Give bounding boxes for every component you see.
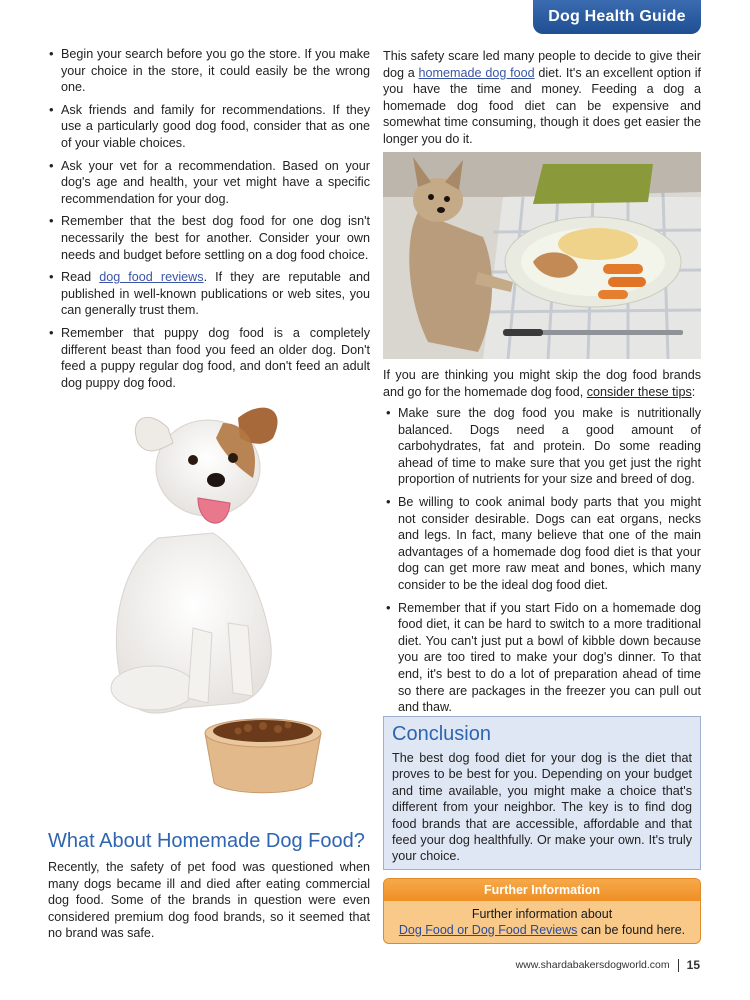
guide-title: Dog Health Guide <box>548 8 686 25</box>
list-item: • Remember that if you start Fido on a homemade dog food diet, it can be hard to switch to a more traditional diet. You can't just put a bowl of kibble down because you are too tired to make your dog's dinner. To that end, it's best to do a lot of preparation ahead of time so there are packages in the freezer you can pull out and thaw. <box>385 600 701 716</box>
chihuahua-image <box>383 152 701 359</box>
conclusion-body: The best dog food diet for your dog is the diet that proves to be best for you. Depending on your budget and time available, you might make a choice that's different from your neighbor. The key is to find dog food brands that are accessible, affordable and that feed your dog healthfully. Or make your own. It's truly your choice. <box>392 751 692 864</box>
tips-bullet-list <box>385 405 701 716</box>
list-item: • Remember that the best dog food for one dog isn't necessarily the best for another. Consider your own needs and budget before settling on a dog food choice. <box>48 213 370 263</box>
list-item: • Begin your search before you go the store. If you make your choice in the store, it could easily be the wrong one. <box>48 46 370 96</box>
list-item: • Be willing to cook animal body parts that you might not consider desirable. Dogs can eat organs, necks and legs. In fact, many believe that one of the main advantages of a homemade dog food diet is that your dog can get more raw meat and bones, which many consider to be the ideal dog food diet. <box>385 494 701 594</box>
list-item: • Remember that puppy dog food is a completely different beast than food you feed an older dog. Don't feed a puppy regular dog food, and don't feed an adult dog puppy dog food. <box>48 325 370 391</box>
left-bullet-list <box>48 46 370 391</box>
list-item: • Ask friends and family for recommendations. If they use a particularly good dog food, consider that as one of your viable choices. <box>48 102 370 152</box>
list-item: • Read dog food reviews. If they are reputable and published in well-known publications or web sites, you can generally trust them. <box>48 269 370 319</box>
consider-these-tips-link[interactable]: consider these tips <box>586 384 692 399</box>
further-info-title: Further Information <box>384 879 700 901</box>
homemade-intro-paragraph: This safety scare led many people to decide to give their dog a homemade dog food diet. It's an excellent option if you have the time and money. Feeding a dog a homemade dog food diet can be expensive and somewhat time consuming, though it does get easier the longer you do it. <box>383 49 702 146</box>
page-footer <box>516 958 700 972</box>
website-url: www.shardabakersdogworld.com <box>515 959 670 971</box>
homemade-body-block <box>48 859 370 942</box>
right-column-intro <box>383 48 701 148</box>
terrier-dog-image <box>88 398 328 803</box>
homemade-body: Recently, the safety of pet food was questioned when many dogs became ill and died after eating commercial dog food. Some of the brands in question were even considered premium dog food brands, so it seemed that no brand was safe. <box>48 860 370 941</box>
further-info-box <box>383 878 701 944</box>
footer-divider <box>678 959 679 972</box>
list-item: • Make sure the dog food you make is nutritionally balanced. Dogs need a good amount of carbohydrates, fat and protein. Do some reading ahead of time to make sure that you get just the right proportion of nutrients for your size and breed of dog. <box>385 405 701 488</box>
tips-list-block <box>385 405 701 722</box>
page-number: 15 <box>686 958 700 972</box>
conclusion-heading: Conclusion <box>392 723 491 745</box>
further-info-line: Further information about <box>471 907 613 921</box>
left-column <box>48 46 370 397</box>
tips-intro-block <box>383 367 701 400</box>
conclusion-box <box>383 716 701 870</box>
dog-food-reviews-link[interactable]: dog food reviews <box>99 270 204 285</box>
tips-intro-paragraph: If you are thinking you might skip the dog food brands and go for the homemade dog food, consider these tips: <box>383 368 701 399</box>
further-info-body: Further information about Dog Food or Dog Food Reviews can be found here. <box>384 901 700 938</box>
list-item: • Ask your vet for a recommendation. Based on your dog's age and health, your vet might have a specific recommendation for your dog. <box>48 158 370 208</box>
homemade-heading: What About Homemade Dog Food? <box>48 830 365 852</box>
homemade-dog-food-link[interactable]: homemade dog food <box>418 65 535 80</box>
dog-food-reviews-info-link[interactable]: Dog Food or Dog Food Reviews <box>398 923 578 937</box>
guide-title-tab <box>533 0 701 34</box>
